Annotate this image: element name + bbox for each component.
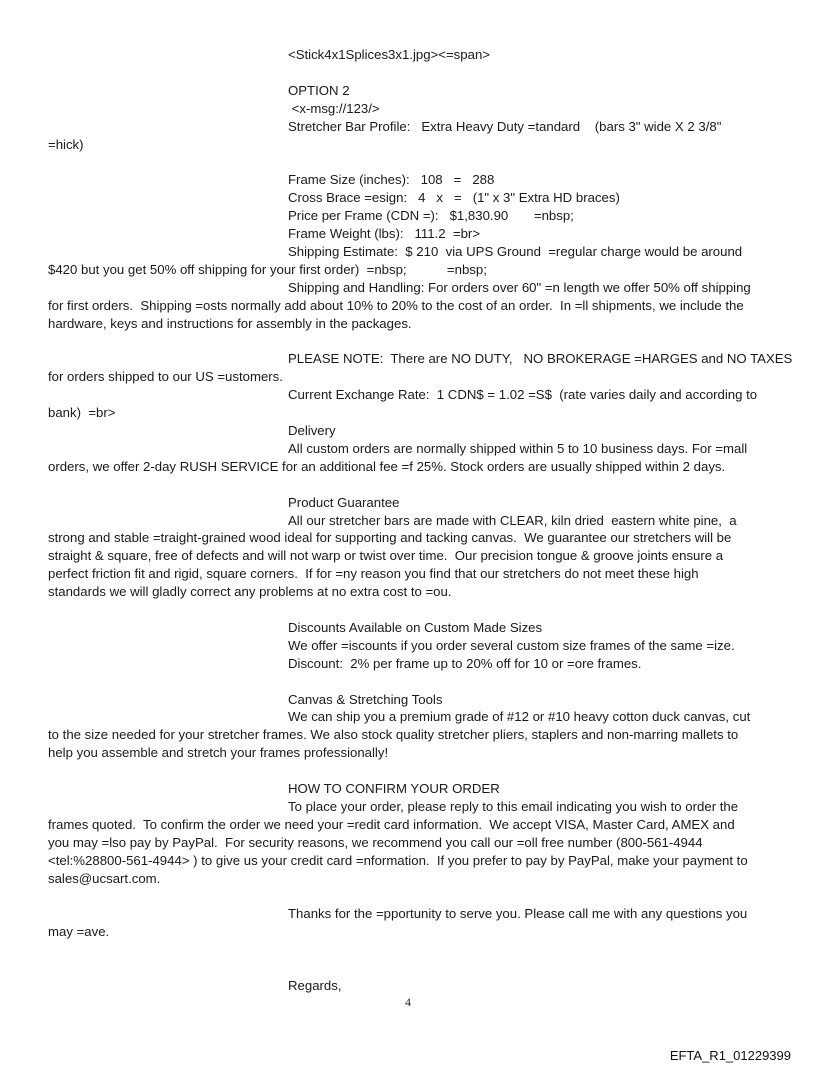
email-body	[48, 46, 793, 995]
text-line: <tel:%28800-561-4944> ) to give us your credit card =nformation. If you prefer to pay by PayPal, make your payment to	[48, 852, 748, 868]
text-line: standards we will gladly correct any problems at no extra cost to =ou.	[48, 584, 452, 600]
text-line: to the size needed for your stretcher frames. We also stock quality stretcher pliers, staplers and non-marring mallets to	[48, 727, 739, 743]
text-line: hardware, keys and instructions for assembly in the packages.	[48, 315, 412, 331]
text-line: =hick)	[48, 136, 84, 152]
page-number: 4	[405, 995, 411, 1009]
section-heading: HOW TO CONFIRM YOUR ORDER	[288, 781, 500, 797]
text-line: bank) =br>	[48, 405, 116, 421]
text-line: All custom orders are normally shipped within 5 to 10 business days. For =mall	[288, 440, 748, 456]
text-line: Frame Size (inches): 108 = 288	[288, 172, 495, 188]
document-id-footer: EFTA_R1_01229399	[669, 1048, 791, 1063]
text-line: To place your order, please reply to this email indicating you wish to order the	[288, 798, 739, 814]
text-line: Cross Brace =esign: 4 x = (1" x 3" Extra HD braces)	[288, 190, 620, 206]
section-heading: Delivery	[288, 422, 336, 438]
text-line: you may =lso pay by PayPal. For security reasons, we recommend you call our =oll free number (800-561-4944	[48, 834, 703, 850]
message-link: <x-msg://123/>	[288, 100, 380, 116]
text-line: straight & square, free of defects and will not warp or twist over time. Our precision tongue & groove joints ensure a	[48, 548, 724, 564]
text-line: Price per Frame (CDN =): $1,830.90 =nbsp;	[288, 208, 574, 224]
text-line: Discount: 2% per frame up to 20% off for 10 or =ore frames.	[288, 655, 642, 671]
text-line: All our stretcher bars are made with CLEAR, kiln dried eastern white pine, a	[288, 512, 737, 528]
text-line: $420 but you get 50% off shipping for your first order) =nbsp; =nbsp;	[48, 261, 487, 277]
text-line: Frame Weight (lbs): 111.2 =br>	[288, 226, 481, 242]
text-line: may =ave.	[48, 924, 110, 940]
text-line: Shipping and Handling: For orders over 60" =n length we offer 50% off shipping	[288, 279, 751, 295]
section-heading: Canvas & Stretching Tools	[288, 691, 443, 707]
closing-salutation: Regards,	[288, 977, 342, 993]
text-line: perfect friction fit and rigid, square corners. If for =ny reason you find that our stretchers do not meet these high	[48, 566, 699, 582]
text-line: help you assemble and stretch your frames professionally!	[48, 745, 389, 761]
text-line: strong and stable =traight-grained wood ideal for supporting and tacking canvas. We guarantee our stretchers will be	[48, 530, 732, 546]
text-line: PLEASE NOTE: There are NO DUTY, NO BROKERAGE =HARGES and NO TAXES	[288, 351, 793, 367]
option-heading: OPTION 2	[288, 82, 350, 98]
email-address-line: sales@ucsart.com.	[48, 870, 161, 886]
text-line: We offer =iscounts if you order several custom size frames of the same =ize.	[288, 637, 735, 653]
text-line: Shipping Estimate: $ 210 via UPS Ground =regular charge would be around	[288, 243, 743, 259]
image-reference: <Stick4x1Splices3x1.jpg><=span>	[288, 47, 490, 62]
text-line: Thanks for the =pportunity to serve you. Please call me with any questions you	[288, 906, 748, 922]
text-line: Current Exchange Rate: 1 CDN$ = 1.02 =S$ (rate varies daily and according to	[288, 387, 758, 403]
section-heading: Product Guarantee	[288, 494, 400, 510]
text-line: orders, we offer 2-day RUSH SERVICE for an additional fee =f 25%. Stock orders are usually shipped within 2 days.	[48, 458, 726, 474]
section-heading: Discounts Available on Custom Made Sizes	[288, 619, 543, 635]
text-line: for orders shipped to our US =ustomers.	[48, 369, 283, 385]
text-line: for first orders. Shipping =osts normally add about 10% to 20% to the cost of an order. In =ll shipments, we include the	[48, 297, 744, 313]
text-line: We can ship you a premium grade of #12 or #10 heavy cotton duck canvas, cut	[288, 709, 751, 725]
text-line: frames quoted. To confirm the order we need your =redit card information. We accept VISA, Master Card, AMEX and	[48, 816, 735, 832]
text-line: Stretcher Bar Profile: Extra Heavy Duty =tandard (bars 3" wide X 2 3/8"	[288, 118, 722, 134]
